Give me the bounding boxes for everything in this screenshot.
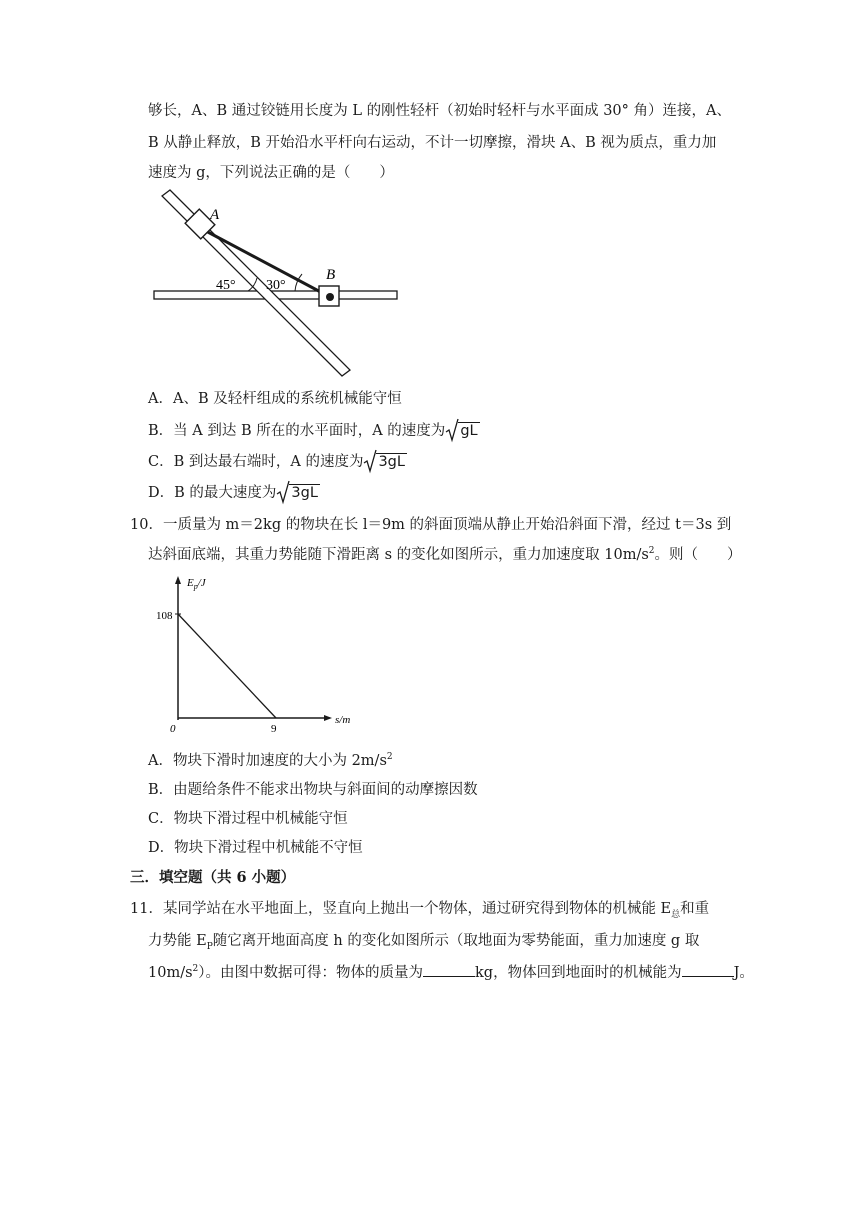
series-line-0 bbox=[178, 614, 276, 718]
sqrt-symbol: 3gL bbox=[364, 452, 407, 472]
hinge-b bbox=[326, 293, 334, 301]
q9-figure bbox=[150, 190, 410, 380]
q9-stem-line-2: B 从静止释放，B 开始沿水平杆向右运动，不计一切摩擦，滑块 A、B 视为质点，重力加 bbox=[148, 135, 717, 151]
q9-stem-line-1: 够长，A、B 通过铰链用长度为 L 的刚性轻杆（初始时轻杆与水平面成 30° 角）连接，A、 bbox=[148, 103, 731, 119]
answer-blank-mass[interactable] bbox=[423, 962, 475, 977]
q9-stem-line-3: 速度为 g，下列说法正确的是（ ） bbox=[148, 165, 394, 181]
q10-option-c: C．物块下滑过程中机械能守恒 bbox=[148, 811, 348, 827]
origin-label: 0 bbox=[170, 723, 176, 735]
y-axis-label: $E_p/J$ bbox=[187, 577, 206, 591]
q9-option-a: A．A、B 及轻杆组成的系统机械能守恒 bbox=[148, 391, 402, 407]
sqrt-symbol: 3gL bbox=[277, 483, 320, 503]
sqrt-symbol: gL bbox=[446, 421, 479, 441]
y-tick-label: 108 bbox=[156, 610, 173, 622]
angle-label-30: 30° bbox=[266, 278, 286, 293]
label-a: A bbox=[210, 207, 220, 223]
q11-line-3: $10m/s^2$）。由图中数据可得：物体的质量为 kg，物体回到地面时的机械能为 J。 bbox=[148, 964, 754, 981]
angle-label-45: 45° bbox=[216, 278, 236, 293]
answer-blank-energy[interactable] bbox=[682, 962, 734, 977]
label-b: B bbox=[326, 267, 336, 283]
q10-stem-line-2: 达斜面底端，其重力势能随下滑距离 s 的变化如图所示，重力加速度取 $10m/s^2$。则（ ） bbox=[148, 546, 742, 563]
y-axis-arrow bbox=[175, 576, 181, 584]
q10-option-d: D．物块下滑过程中机械能不守恒 bbox=[148, 840, 363, 856]
section-heading: 三．填空题（共 6 小题） bbox=[130, 869, 296, 886]
x-tick-label: 9 bbox=[271, 723, 277, 735]
x-axis-label: s/m bbox=[335, 714, 351, 726]
x-axis-arrow bbox=[324, 715, 332, 721]
q11-line-2: 力势能 $E_P$随它离开地面高度 h 的变化如图所示（取地面为零势能面，重力加速度 g 取 bbox=[148, 933, 700, 952]
q10-chart bbox=[156, 572, 360, 735]
q9-option-d: D．B 的最大速度为 3gL bbox=[148, 483, 320, 503]
q10-option-a: A．物块下滑时加速度的大小为 $2m/s^2$ bbox=[148, 752, 393, 769]
q10-stem-line-1: 10．一质量为 m＝2kg 的物块在长 l＝9m 的斜面顶端从静止开始沿斜面下滑，经过 t＝3s 到 bbox=[130, 517, 732, 533]
q11-line-1: 11．某同学站在水平地面上，竖直向上抛出一个物体，通过研究得到物体的机械能 $E_总$和重 bbox=[130, 901, 710, 920]
q9-option-b: B．当 A 到达 B 所在的水平面时，A 的速度为 gL bbox=[148, 421, 480, 441]
q10-option-b: B．由题给条件不能求出物块与斜面间的动摩擦因数 bbox=[148, 782, 478, 798]
q9-option-c: C．B 到达最右端时，A 的速度为 3gL bbox=[148, 452, 407, 472]
